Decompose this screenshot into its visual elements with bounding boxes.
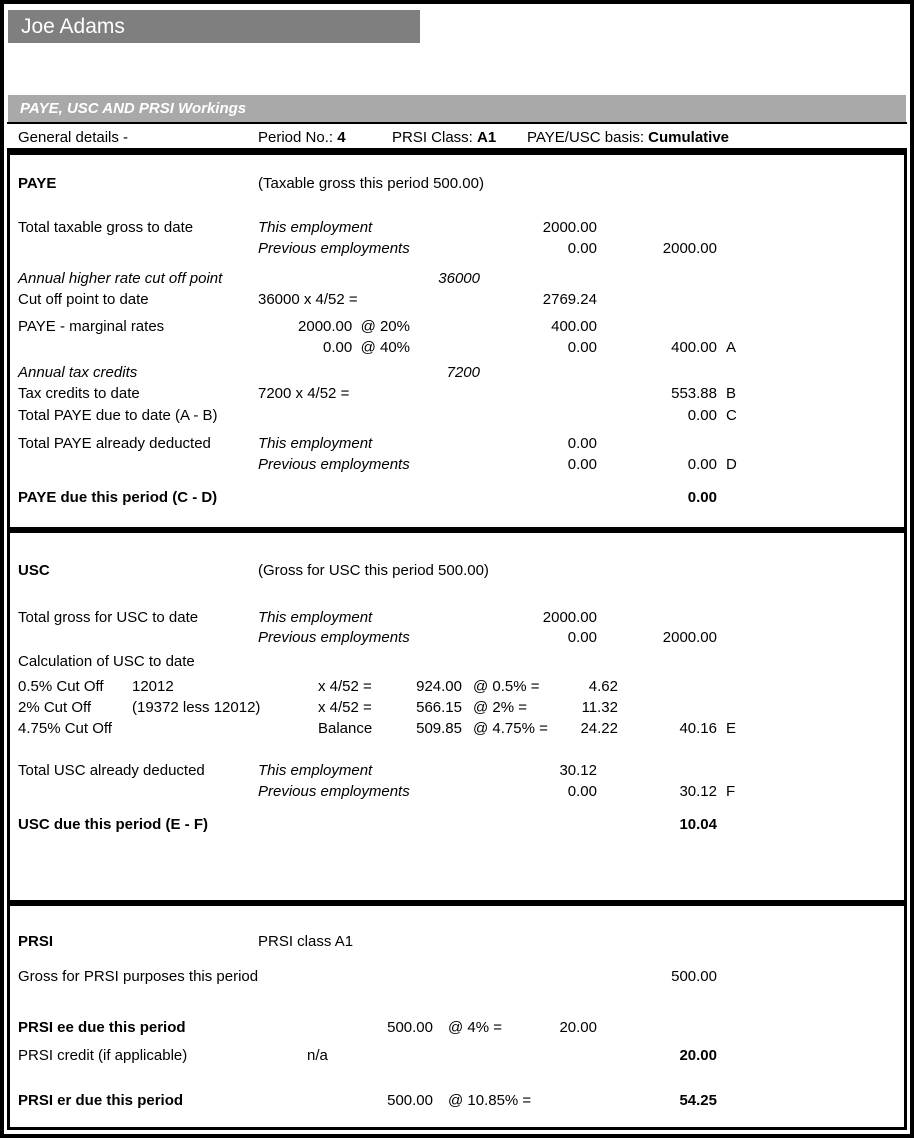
usc-period-note: (Gross for USC this period 500.00): [258, 562, 489, 579]
usc-deducted-prev-row: [10, 781, 904, 802]
paye-usc-basis: [527, 127, 729, 148]
usc-gross-this-row: [10, 607, 904, 628]
usc-due-row: [10, 814, 904, 835]
rate1-expression: 2000.00 @ 20%: [298, 318, 410, 335]
period-no: [258, 127, 346, 148]
prsi-ee-row: [10, 1017, 904, 1038]
prsi-title-row: [10, 931, 904, 952]
paye-gross-total: 2000.00: [662, 240, 717, 257]
marginal-rates-label: PAYE - marginal rates: [18, 318, 165, 335]
paye-due-to-date-label: Total PAYE due to date (A - B): [18, 407, 218, 424]
usc-calc-total: 40.16: [679, 720, 717, 737]
paye-marginal-rate2-row: [10, 337, 904, 358]
prsi-gross-value: 500.00: [671, 968, 717, 985]
prsi-ee-value: 20.00: [559, 1019, 597, 1036]
usc-band2-detail: (19372 less 12012): [132, 699, 261, 716]
paye-due-row: [10, 487, 904, 508]
usc-section: [7, 530, 907, 903]
prsi-credit-value: n/a: [307, 1047, 328, 1064]
paye-deducted-label: Total PAYE already deducted: [18, 435, 211, 452]
usc-band2-eq: x 4/52 =: [318, 699, 372, 716]
annual-credits-label: Annual tax credits: [18, 364, 138, 381]
usc-band1-rate: @ 0.5% =: [473, 678, 540, 695]
credits-letter: B: [726, 385, 737, 402]
period-no-label: Period No.:: [258, 129, 334, 146]
usc-band2-label: 2% Cut Off: [18, 699, 92, 716]
paye-due-label: PAYE due this period (C - D): [18, 489, 218, 506]
annual-cutoff-label: Annual higher rate cut off point: [18, 270, 223, 287]
prsi-ee-rate: @ 4% =: [448, 1019, 503, 1036]
usc-band1-base: 924.00: [416, 678, 462, 695]
paye-due-to-date-letter: C: [726, 407, 737, 424]
paye-previous-employments-label: Previous employments: [258, 240, 410, 257]
prsi-ee-total: 20.00: [679, 1047, 717, 1064]
prsi-section: [7, 903, 907, 1130]
paye-gross-this-row: [10, 217, 904, 238]
rate-total-letter: A: [726, 339, 737, 356]
paye-marginal-rate1-row: [10, 316, 904, 337]
usc-gross-label: Total gross for USC to date: [18, 609, 199, 626]
usc-deducted-this-label: This employment: [258, 762, 373, 779]
prsi-er-row: [10, 1090, 904, 1111]
usc-deducted-this-value: 30.12: [559, 762, 597, 779]
prsi-section-title: PRSI: [18, 933, 54, 950]
prsi-ee-base: 500.00: [387, 1019, 433, 1036]
rate-total: 400.00: [671, 339, 717, 356]
usc-band3-label: 4.75% Cut Off: [18, 720, 112, 737]
prsi-er-base: 500.00: [387, 1092, 433, 1109]
usc-band3-eq: Balance: [318, 720, 373, 737]
paye-due-value: 0.00: [687, 489, 717, 506]
prsi-ee-label: PRSI ee due this period: [18, 1019, 186, 1036]
rate1-value: 400.00: [551, 318, 597, 335]
usc-deducted-prev-value: 0.00: [567, 783, 597, 800]
prsi-gross-row: [10, 966, 904, 987]
usc-band3-base: 509.85: [416, 720, 462, 737]
cutoff-calc: 36000 x 4/52 =: [258, 291, 358, 308]
usc-band2-amount: 11.32: [581, 699, 618, 716]
general-details-label: General details -: [18, 129, 129, 146]
credits-calc: 7200 x 4/52 =: [258, 385, 350, 402]
usc-gross-prev-row: [10, 627, 904, 648]
employee-name: Joe Adams: [21, 15, 125, 38]
prsi-er-label: PRSI er due this period: [18, 1092, 184, 1109]
usc-calc-header-row: [10, 651, 904, 672]
annual-cutoff-value: 36000: [438, 270, 480, 287]
prsi-class-value: A1: [477, 129, 497, 146]
usc-due-label: USC due this period (E - F): [18, 816, 208, 833]
usc-title-row: [10, 560, 904, 581]
workings-title: PAYE, USC AND PRSI Workings: [20, 100, 247, 117]
paye-due-to-date-row: [10, 405, 904, 426]
paye-deducted-this-label: This employment: [258, 435, 373, 452]
paye-title-row: [10, 173, 904, 194]
paye-section: [7, 152, 907, 530]
usc-band3-amount: 24.22: [580, 720, 618, 737]
rate2-expression: 0.00 @ 40%: [323, 339, 410, 356]
usc-due-value: 10.04: [679, 816, 717, 833]
usc-deducted-label: Total USC already deducted: [18, 762, 205, 779]
paye-deducted-this-value: 0.00: [567, 435, 597, 452]
usc-band2-base: 566.15: [416, 699, 462, 716]
prsi-class-label: PRSI Class:: [392, 129, 473, 146]
paye-gross-label: Total taxable gross to date: [18, 219, 194, 236]
usc-band2-rate: @ 2% =: [473, 699, 528, 716]
usc-band3-rate: @ 4.75% =: [473, 720, 548, 737]
usc-deducted-this-row: [10, 760, 904, 781]
paye-deducted-letter: D: [726, 456, 737, 473]
paye-annual-credits-row: [10, 362, 904, 383]
paye-period-note: (Taxable gross this period 500.00): [258, 175, 484, 192]
paye-this-employment-label: This employment: [258, 219, 373, 236]
prsi-gross-label: Gross for PRSI purposes this period: [18, 968, 259, 985]
paye-due-to-date-value: 0.00: [687, 407, 717, 424]
paye-credits-to-date-row: [10, 383, 904, 404]
usc-previous-employments-label: Previous employments: [258, 629, 410, 646]
usc-calc-row-1: [10, 676, 904, 697]
usc-band1-eq: x 4/52 =: [318, 678, 372, 695]
prsi-er-rate: @ 10.85% =: [448, 1092, 532, 1109]
paye-previous-employments-value: 0.00: [567, 240, 597, 257]
paye-deducted-prev-label: Previous employments: [258, 456, 410, 473]
usc-deducted-total: 30.12: [679, 783, 717, 800]
prsi-class-note: PRSI class A1: [258, 933, 354, 950]
usc-calc-letter: E: [726, 720, 737, 737]
paye-annual-cutoff-row: [10, 268, 904, 289]
basis-value: Cumulative: [648, 129, 730, 146]
general-details-row: [7, 122, 907, 152]
paye-deducted-prev-value: 0.00: [567, 456, 597, 473]
annual-credits-value: 7200: [446, 364, 480, 381]
usc-band1-amount: 4.62: [588, 678, 618, 695]
prsi-credit-row: [10, 1045, 904, 1066]
credits-to-date-value: 553.88: [671, 385, 717, 402]
usc-this-employment-label: This employment: [258, 609, 373, 626]
usc-deducted-prev-label: Previous employments: [258, 783, 410, 800]
cutoff-to-date-value: 2769.24: [542, 291, 597, 308]
paye-cutoff-to-date-row: [10, 289, 904, 310]
paye-deducted-this-row: [10, 433, 904, 454]
cutoff-to-date-label: Cut off point to date: [18, 291, 149, 308]
rate2-value: 0.00: [567, 339, 597, 356]
usc-gross-total: 2000.00: [662, 629, 717, 646]
period-no-value: 4: [337, 129, 346, 146]
basis-label: PAYE/USC basis:: [527, 129, 644, 146]
credits-to-date-label: Tax credits to date: [18, 385, 140, 402]
prsi-class: [392, 127, 496, 148]
paye-section-title: PAYE: [18, 175, 57, 192]
usc-band1-label: 0.5% Cut Off: [18, 678, 104, 695]
paye-gross-prev-row: [10, 238, 904, 259]
usc-calc-label: Calculation of USC to date: [18, 653, 195, 670]
paye-this-employment-value: 2000.00: [542, 219, 597, 236]
paye-deducted-total: 0.00: [687, 456, 717, 473]
usc-calc-row-2: [10, 697, 904, 718]
prsi-er-value: 54.25: [679, 1092, 717, 1109]
usc-calc-row-3: [10, 718, 904, 739]
prsi-credit-label: PRSI credit (if applicable): [18, 1047, 188, 1064]
usc-band1-detail: 12012: [132, 678, 174, 695]
workings-title-band: [8, 95, 906, 123]
usc-deducted-letter: F: [726, 783, 736, 800]
usc-section-title: USC: [18, 562, 50, 579]
employee-name-bar: [8, 10, 420, 43]
usc-previous-employments-value: 0.00: [567, 629, 597, 646]
usc-this-employment-value: 2000.00: [542, 609, 597, 626]
paye-deducted-prev-row: [10, 454, 904, 475]
